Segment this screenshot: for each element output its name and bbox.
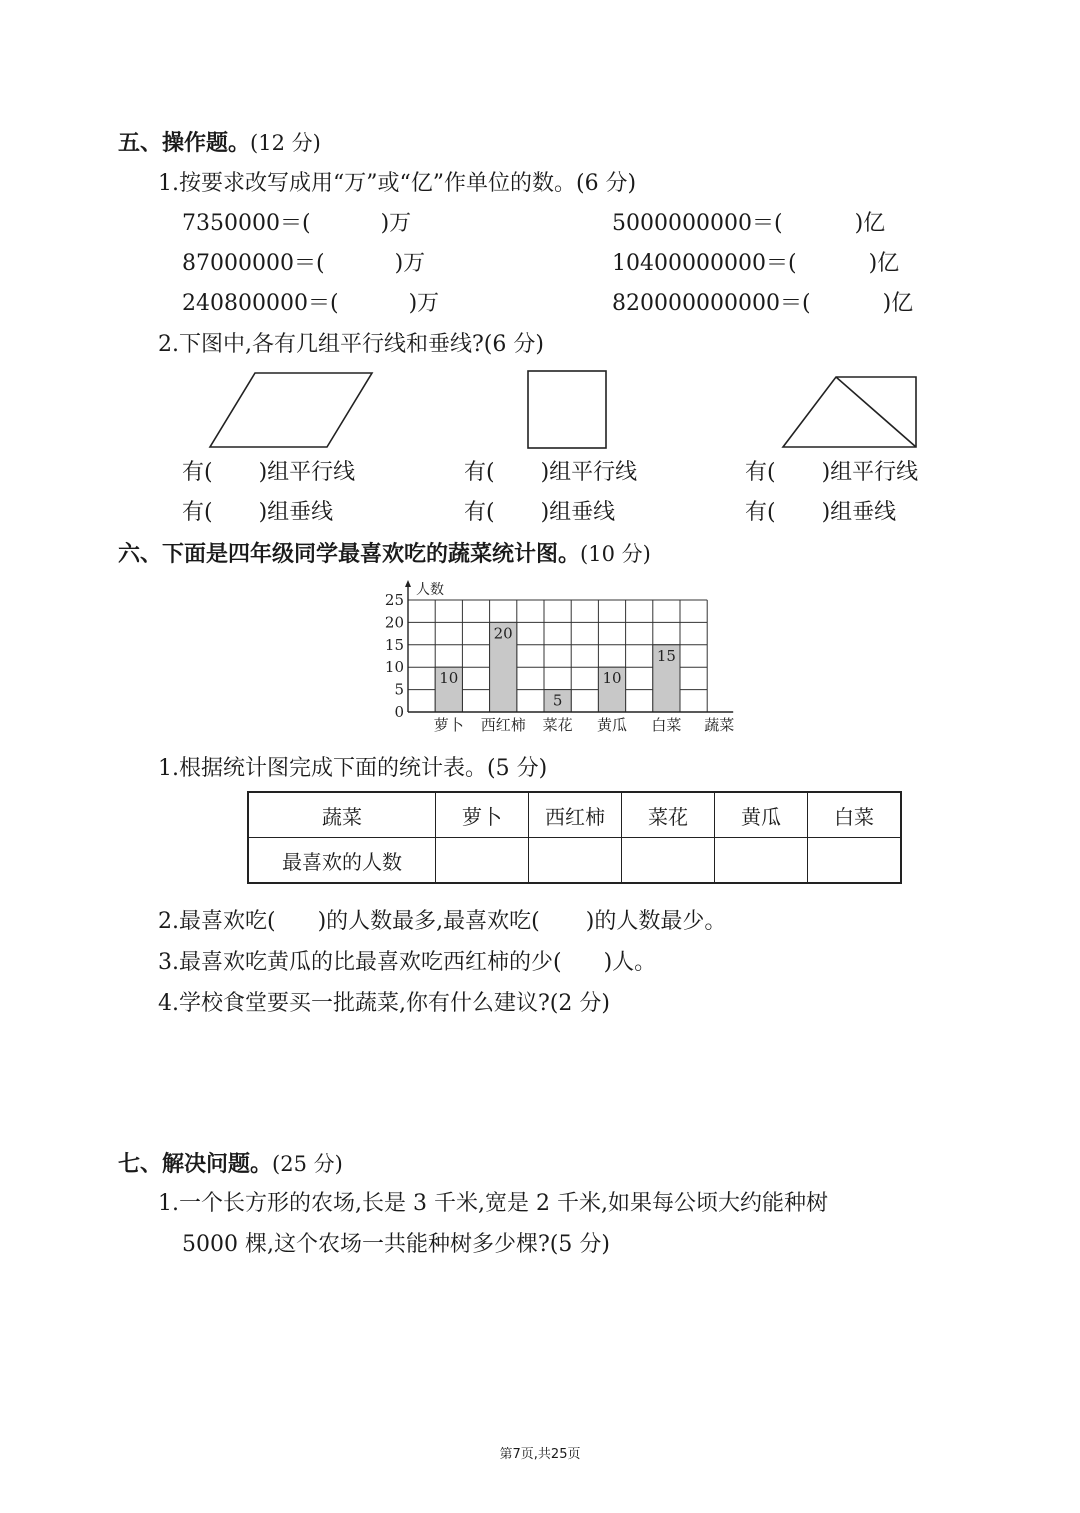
question-6-4: 4.学校食堂要买一批蔬菜,你有什么建议?(2 分) bbox=[158, 991, 610, 1016]
data-label: 5 bbox=[552, 691, 563, 710]
perpendicular-answer-2: 有( )组垂线 bbox=[464, 500, 616, 525]
stat-table bbox=[247, 791, 902, 884]
data-label: 10 bbox=[602, 669, 622, 688]
parallel-answer-2: 有( )组平行线 bbox=[464, 460, 638, 485]
axis-label: 蔬菜 bbox=[704, 716, 735, 734]
rewrite-item: 240800000＝( )万 bbox=[182, 291, 440, 316]
question-7-1-line-2: 5000 棵,这个农场一共能种树多少棵?(5 分) bbox=[182, 1232, 610, 1257]
table-answer-cell[interactable] bbox=[436, 838, 529, 884]
rewrite-item: 5000000000＝( )亿 bbox=[612, 211, 886, 236]
stat-table-header-row bbox=[248, 792, 901, 838]
y-axis-arrow bbox=[405, 580, 411, 587]
table-header-cell: 黄瓜 bbox=[715, 792, 808, 838]
rewrite-item: 87000000＝( )万 bbox=[182, 251, 426, 276]
parallel-answer-1: 有( )组平行线 bbox=[182, 460, 356, 485]
parallelogram-figure bbox=[200, 365, 380, 455]
table-answer-cell[interactable] bbox=[715, 838, 808, 884]
tick-label: 菜花 bbox=[542, 716, 573, 734]
tick-label: 25 bbox=[384, 591, 404, 609]
tick-label: 黄瓜 bbox=[596, 716, 628, 734]
tick-label: 西红柿 bbox=[480, 716, 526, 734]
section-5-points: (12 分) bbox=[250, 131, 321, 155]
section-5-heading bbox=[118, 126, 321, 157]
tick-label: 10 bbox=[384, 658, 404, 677]
tick-label: 20 bbox=[384, 613, 404, 632]
question-7-1-line-1: 1.一个长方形的农场,长是 3 千米,宽是 2 千米,如果每公顷大约能种树 bbox=[158, 1191, 828, 1216]
data-label: 20 bbox=[493, 624, 513, 643]
parallel-answer-3: 有( )组平行线 bbox=[745, 460, 919, 485]
question-5-1: 1.按要求改写成用“万”或“亿”作单位的数。(6 分) bbox=[158, 171, 637, 196]
section-7-title: 七、解决问题。 bbox=[118, 1152, 273, 1177]
table-answer-cell[interactable] bbox=[529, 838, 622, 884]
data-label: 10 bbox=[439, 669, 459, 688]
section-6-title: 六、下面是四年级同学最喜欢吃的蔬菜统计图。 bbox=[118, 542, 581, 567]
section-5-title: 五、操作题。 bbox=[118, 131, 251, 156]
table-header-cell: 蔬菜 bbox=[248, 792, 436, 838]
tick-label: 白菜 bbox=[651, 716, 682, 734]
perpendicular-answer-1: 有( )组垂线 bbox=[182, 500, 334, 525]
table-answer-cell[interactable] bbox=[808, 838, 902, 884]
question-6-3: 3.最喜欢吃黄瓜的比最喜欢吃西红柿的少( )人。 bbox=[158, 950, 657, 975]
tick-label: 5 bbox=[394, 680, 404, 699]
table-header-cell: 萝卜 bbox=[436, 792, 529, 838]
section-7-heading bbox=[118, 1147, 343, 1178]
data-label: 15 bbox=[656, 646, 676, 665]
rewrite-item: 10400000000＝( )亿 bbox=[612, 251, 900, 276]
question-6-2: 2.最喜欢吃( )的人数最多,最喜欢吃( )的人数最少。 bbox=[158, 909, 727, 934]
section-7-points: (25 分) bbox=[272, 1152, 343, 1176]
page-footer: 第7页,共25页 bbox=[499, 1447, 581, 1462]
section-6-heading bbox=[118, 537, 651, 568]
square-figure bbox=[522, 365, 614, 455]
question-6-1: 1.根据统计图完成下面的统计表。(5 分) bbox=[158, 756, 548, 781]
section-6-points: (10 分) bbox=[580, 542, 651, 566]
rewrite-item: 7350000＝( )万 bbox=[182, 211, 412, 236]
triangle-figure bbox=[778, 370, 924, 452]
rewrite-item: 820000000000＝( )亿 bbox=[612, 291, 914, 316]
stat-table-value-row bbox=[248, 838, 901, 884]
vegetable-bar-chart bbox=[380, 578, 750, 738]
table-answer-cell[interactable] bbox=[622, 838, 715, 884]
tick-label: 15 bbox=[384, 635, 404, 654]
axis-label: 人数 bbox=[416, 582, 444, 598]
question-5-2: 2.下图中,各有几组平行线和垂线?(6 分) bbox=[158, 332, 544, 357]
tick-label: 0 bbox=[394, 703, 404, 721]
table-row-label: 最喜欢的人数 bbox=[248, 838, 436, 884]
table-header-cell: 西红柿 bbox=[529, 792, 622, 838]
table-header-cell: 白菜 bbox=[808, 792, 902, 838]
tick-label: 萝卜 bbox=[433, 716, 464, 734]
perpendicular-answer-3: 有( )组垂线 bbox=[745, 500, 897, 525]
table-header-cell: 菜花 bbox=[622, 792, 715, 838]
